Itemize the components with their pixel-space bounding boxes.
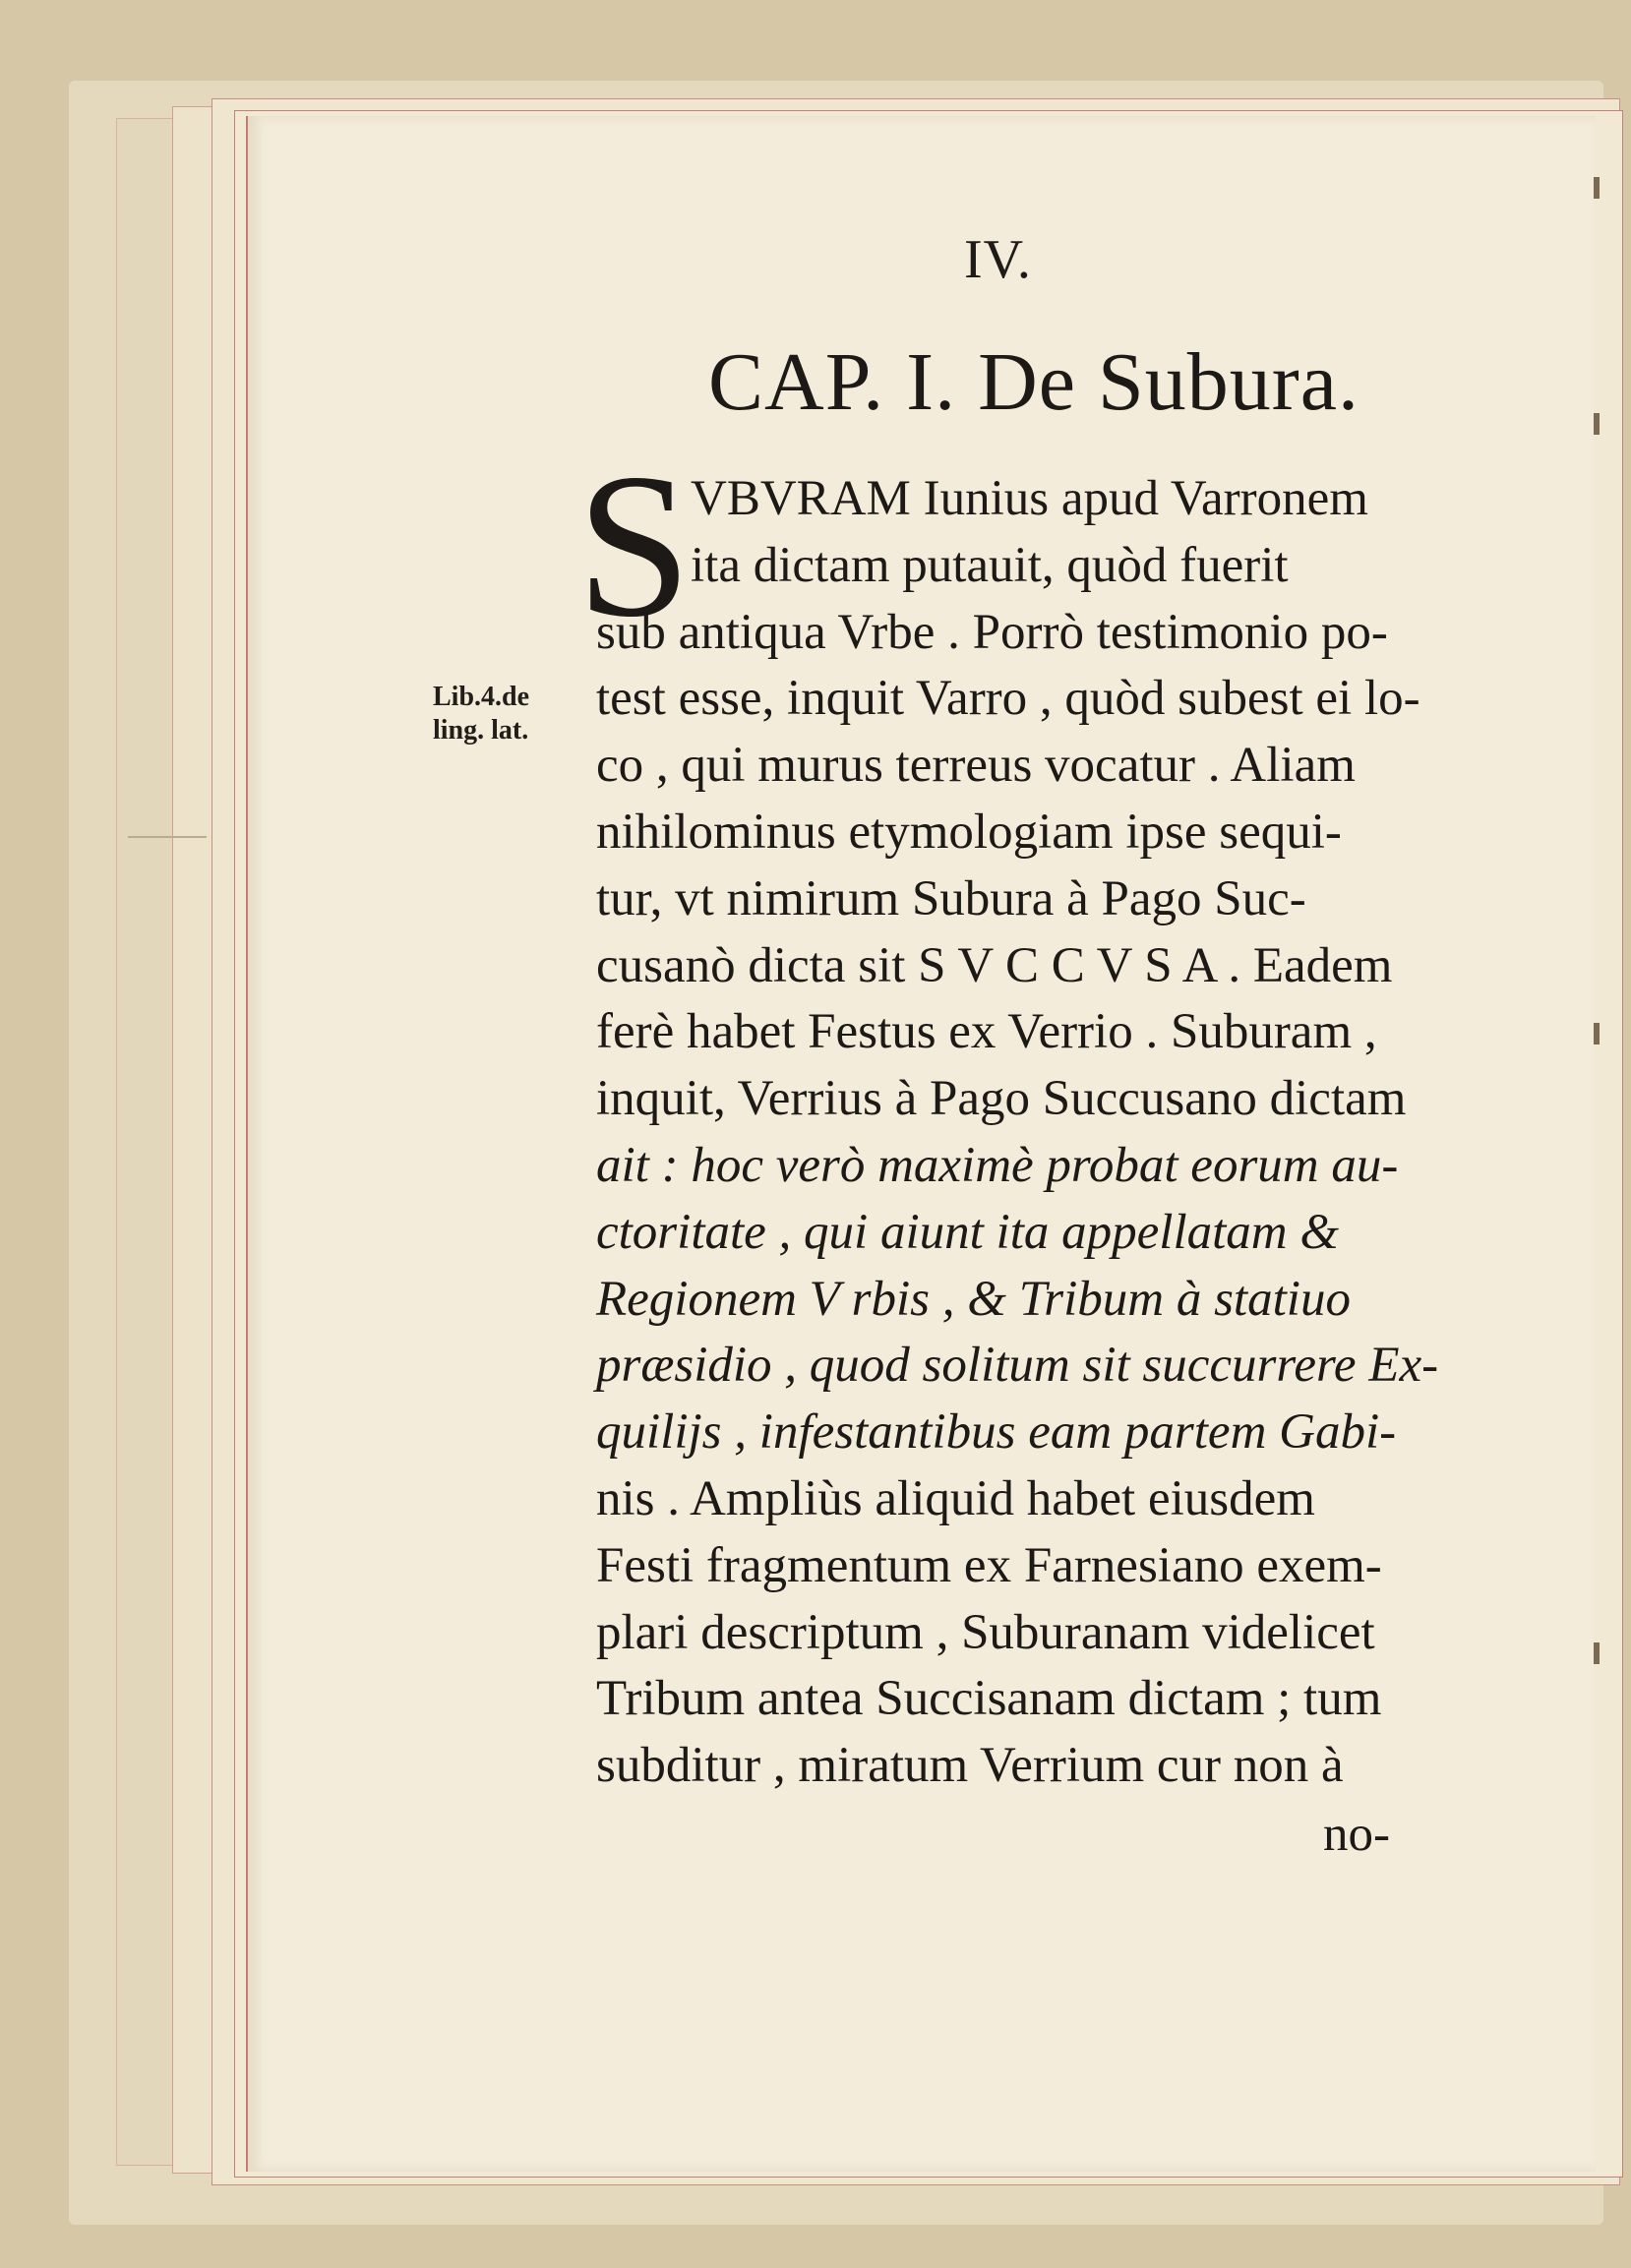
- text-line: ita dictam putauit, quòd fuerit: [691, 537, 1289, 593]
- text-line: co , qui murus terreus vocatur . Aliam: [596, 738, 1356, 794]
- text-line: ferè habet Festus ex Verrio . Suburam ,: [596, 1004, 1377, 1060]
- text-line: quilijs , infestantibus eam partem Gabi-: [596, 1404, 1397, 1461]
- text-line: ait : hoc verò maximè probat eorum au-: [596, 1138, 1399, 1193]
- binding-mark: [1594, 1642, 1600, 1664]
- text-line: cusanò dicta sit S V C C V S A . Eadem: [596, 937, 1393, 993]
- text-line: præsidio , quod solitum sit succurrere Ex-: [596, 1338, 1439, 1394]
- text-line: test esse, inquit Varro , quòd subest ei lo-: [596, 671, 1420, 727]
- binding-mark: [1594, 413, 1600, 435]
- text-line: nihilominus etymologiam ipse sequi-: [596, 805, 1342, 860]
- text-line: subditur , miratum Verrium cur non à: [596, 1738, 1344, 1794]
- text-line: ctoritate , qui aiunt ita appellatam &: [596, 1204, 1340, 1260]
- catchword: no-: [1323, 1807, 1390, 1862]
- text-line: inquit, Verrius à Pago Succusano dictam: [596, 1071, 1407, 1127]
- text-line: VBVRAM Iunius apud Varronem: [691, 471, 1368, 526]
- text-line: nis . Ampliùs aliquid habet eiusdem: [596, 1471, 1315, 1526]
- paper-crease: [128, 836, 207, 838]
- text-line: Regionem V rbis , & Tribum à statiuo: [596, 1271, 1351, 1327]
- margin-note-line: Lib.4.de: [433, 682, 530, 712]
- drop-cap: S: [576, 432, 692, 660]
- binding-mark: [1594, 1023, 1600, 1044]
- text-line: Tribum antea Succisanam dictam ; tum: [596, 1671, 1382, 1727]
- margin-note-line: ling. lat.: [433, 715, 529, 746]
- text-line: Festi fragmentum ex Farnesiano exem-: [596, 1537, 1382, 1593]
- page-number: IV.: [964, 229, 1032, 290]
- binding-mark: [1594, 177, 1600, 199]
- chapter-title: CAP. I. De Subura.: [708, 336, 1359, 428]
- text-line: sub antiqua Vrbe . Porrò testimonio po-: [596, 604, 1388, 660]
- text-line: tur, vt nimirum Subura à Pago Suc-: [596, 870, 1306, 926]
- text-line: plari descriptum , Suburanam videlicet: [596, 1604, 1375, 1660]
- margin-note: [433, 681, 529, 747]
